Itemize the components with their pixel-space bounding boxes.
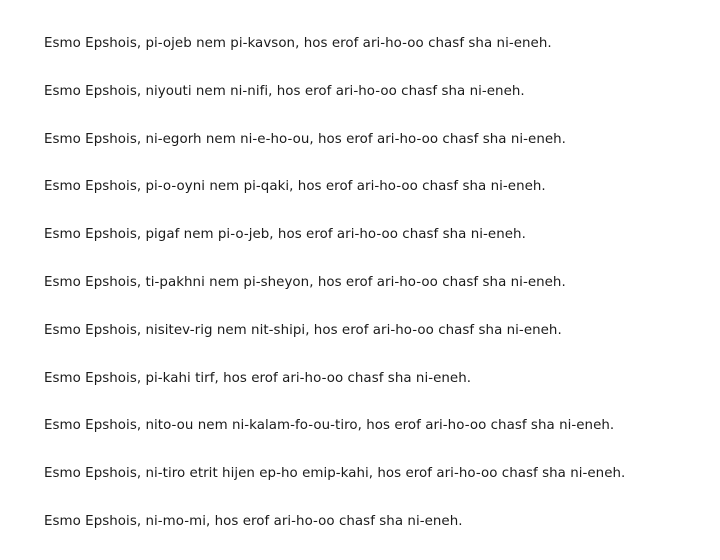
- text-line-8: Esmo Epshois, pi-kahi tirf, hos erof ari-ho-oo chasf sha ni-eneh.: [44, 370, 472, 386]
- text-line-5: Esmo Epshois, pigaf nem pi-o-jeb, hos erof ari-ho-oo chasf sha ni-eneh.: [44, 227, 526, 243]
- document-body: [44, 34, 704, 560]
- text-line-10: Esmo Epshois, ni-tiro etrit hijen ep-ho emip-kahi, hos erof ari-ho-oo chasf sha ni-eneh.: [44, 466, 626, 482]
- text-line-6: Esmo Epshois, ti-pakhni nem pi-sheyon, hos erof ari-ho-oo chasf sha ni-eneh.: [44, 274, 566, 290]
- text-line-3: Esmo Epshois, ni-egorh nem ni-e-ho-ou, hos erof ari-ho-oo chasf sha ni-eneh.: [44, 131, 566, 147]
- text-line-2: Esmo Epshois, niyouti nem ni-nifi, hos erof ari-ho-oo chasf sha ni-eneh.: [44, 83, 525, 99]
- text-line-4: Esmo Epshois, pi-o-oyni nem pi-qaki, hos erof ari-ho-oo chasf sha ni-eneh.: [44, 179, 546, 195]
- text-line-11: Esmo Epshois, ni-mo-mi, hos erof ari-ho-oo chasf sha ni-eneh.: [44, 513, 463, 529]
- text-line-1: Esmo Epshois, pi-ojeb nem pi-kavson, hos erof ari-ho-oo chasf sha ni-eneh.: [44, 36, 552, 51]
- text-line-7: Esmo Epshois, nisitev-rig nem nit-shipi, hos erof ari-ho-oo chasf sha ni-eneh.: [44, 322, 562, 338]
- text-line-9: Esmo Epshois, nito-ou nem ni-kalam-fo-ou-tiro, hos erof ari-ho-oo chasf sha ni-eneh.: [44, 418, 615, 434]
